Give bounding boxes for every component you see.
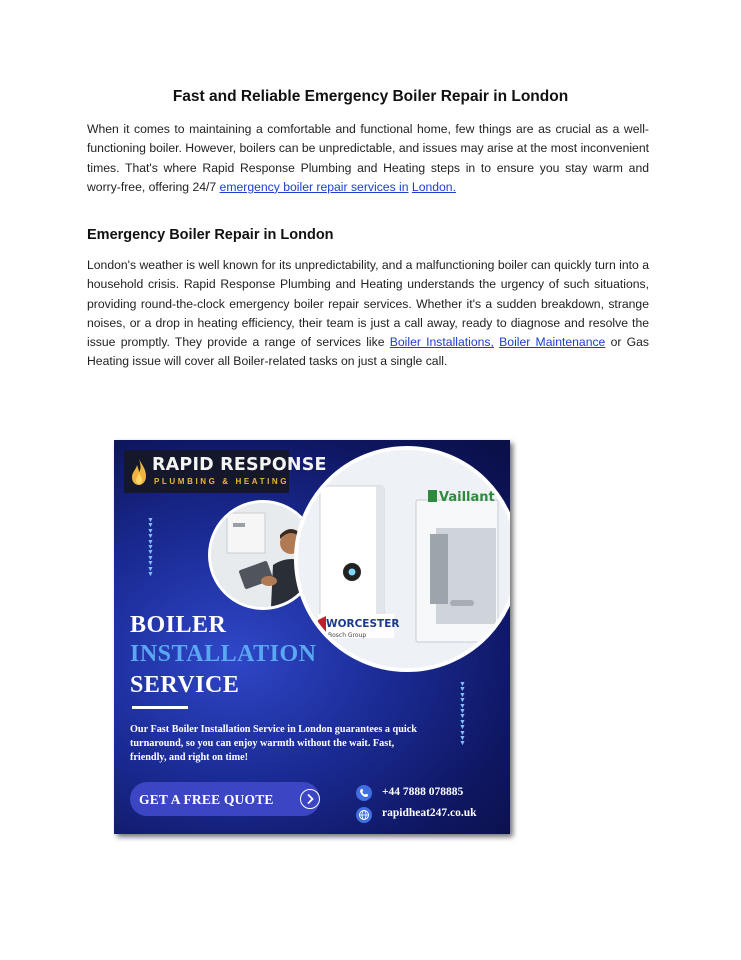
headline-underline <box>132 706 188 709</box>
intro-text: When it comes to maintaining a comfortable and functional home, few things are as crucial as a well-functioning boiler. However, boilers can be unpredictable, and issues may arise at the most inconvenient times. That's where Rapid Response Plumbing and Heating steps in to ensure you stay warm and worry-free, offering 24/7 <box>87 122 649 194</box>
flame-icon <box>130 458 148 486</box>
section-heading: Emergency Boiler Repair in London <box>87 227 334 243</box>
london-link[interactable]: London. <box>411 179 456 194</box>
chevron-right-icon <box>300 789 320 809</box>
rapid-response-logo <box>124 450 327 493</box>
vaillant-logo-text: Vaillant <box>439 490 495 505</box>
ad-website: rapidheat247.co.uk <box>382 807 477 819</box>
worcester-sub: Bosch Group <box>328 632 367 639</box>
vaillant-logo <box>428 490 495 505</box>
chevron-down-icon: ▼ ▼ ▼ ▼ ▼ ▼ ▼ ▼ ▼ ▼ ▼ ▼ <box>459 681 466 748</box>
worcester-logo: WORCESTER <box>326 618 400 630</box>
section-text-before: London's weather is well known for its unpredictability, and a malfunctioning boiler can quickly turn into a household crisis. Rapid Response Plumbing and Heating understands the urgency of such situations, providing round-the-clock emergency boiler repair services. Whether it's a sudden breakdown, strange noises, or a drop in heating efficiency, their team is just a call away, ready to diagnose and resolve the issue promptly. They provide a range of services like <box>87 258 649 350</box>
page-title: Fast and Reliable Emergency Boiler Repair in London <box>172 88 569 105</box>
chevron-down-icon: ▼ ▼ ▼ ▼ ▼ ▼ ▼ ▼ ▼ ▼ ▼ <box>147 517 154 579</box>
section-text-after: or Gas Heating issue will cover all Boiler-related tasks on just a single call. <box>87 335 650 369</box>
ad-phone: +44 7888 078885 <box>382 786 464 798</box>
intro-paragraph <box>87 120 649 197</box>
logo-sub-text: PLUMBING & HEATING <box>154 477 290 486</box>
emergency-repair-link[interactable]: emergency boiler repair services in <box>219 179 409 194</box>
get-free-quote-button <box>130 782 320 816</box>
boiler-installations-link[interactable]: Boiler Installations, <box>389 335 494 350</box>
ad-headline-line2: INSTALLATION <box>130 641 317 667</box>
boiler-maintenance-link[interactable]: Boiler Maintenance <box>499 335 606 350</box>
boiler-installation-ad-image <box>114 440 510 834</box>
logo-brand-text: RAPID RESPONSE <box>152 455 327 475</box>
phone-icon <box>356 785 372 801</box>
globe-icon <box>356 807 372 823</box>
ad-headline-line1: BOILER <box>130 612 227 638</box>
boilers-photo <box>294 446 510 672</box>
ad-description: Our Fast Boiler Installation Service in London guarantees a quick turnaround, so you can enjoy warmth without the wait. Fast, friendly, and right on time! <box>130 724 417 764</box>
section-paragraph <box>87 256 649 372</box>
ad-headline-line3: SERVICE <box>130 672 240 698</box>
cta-label: GET A FREE QUOTE <box>139 792 274 807</box>
